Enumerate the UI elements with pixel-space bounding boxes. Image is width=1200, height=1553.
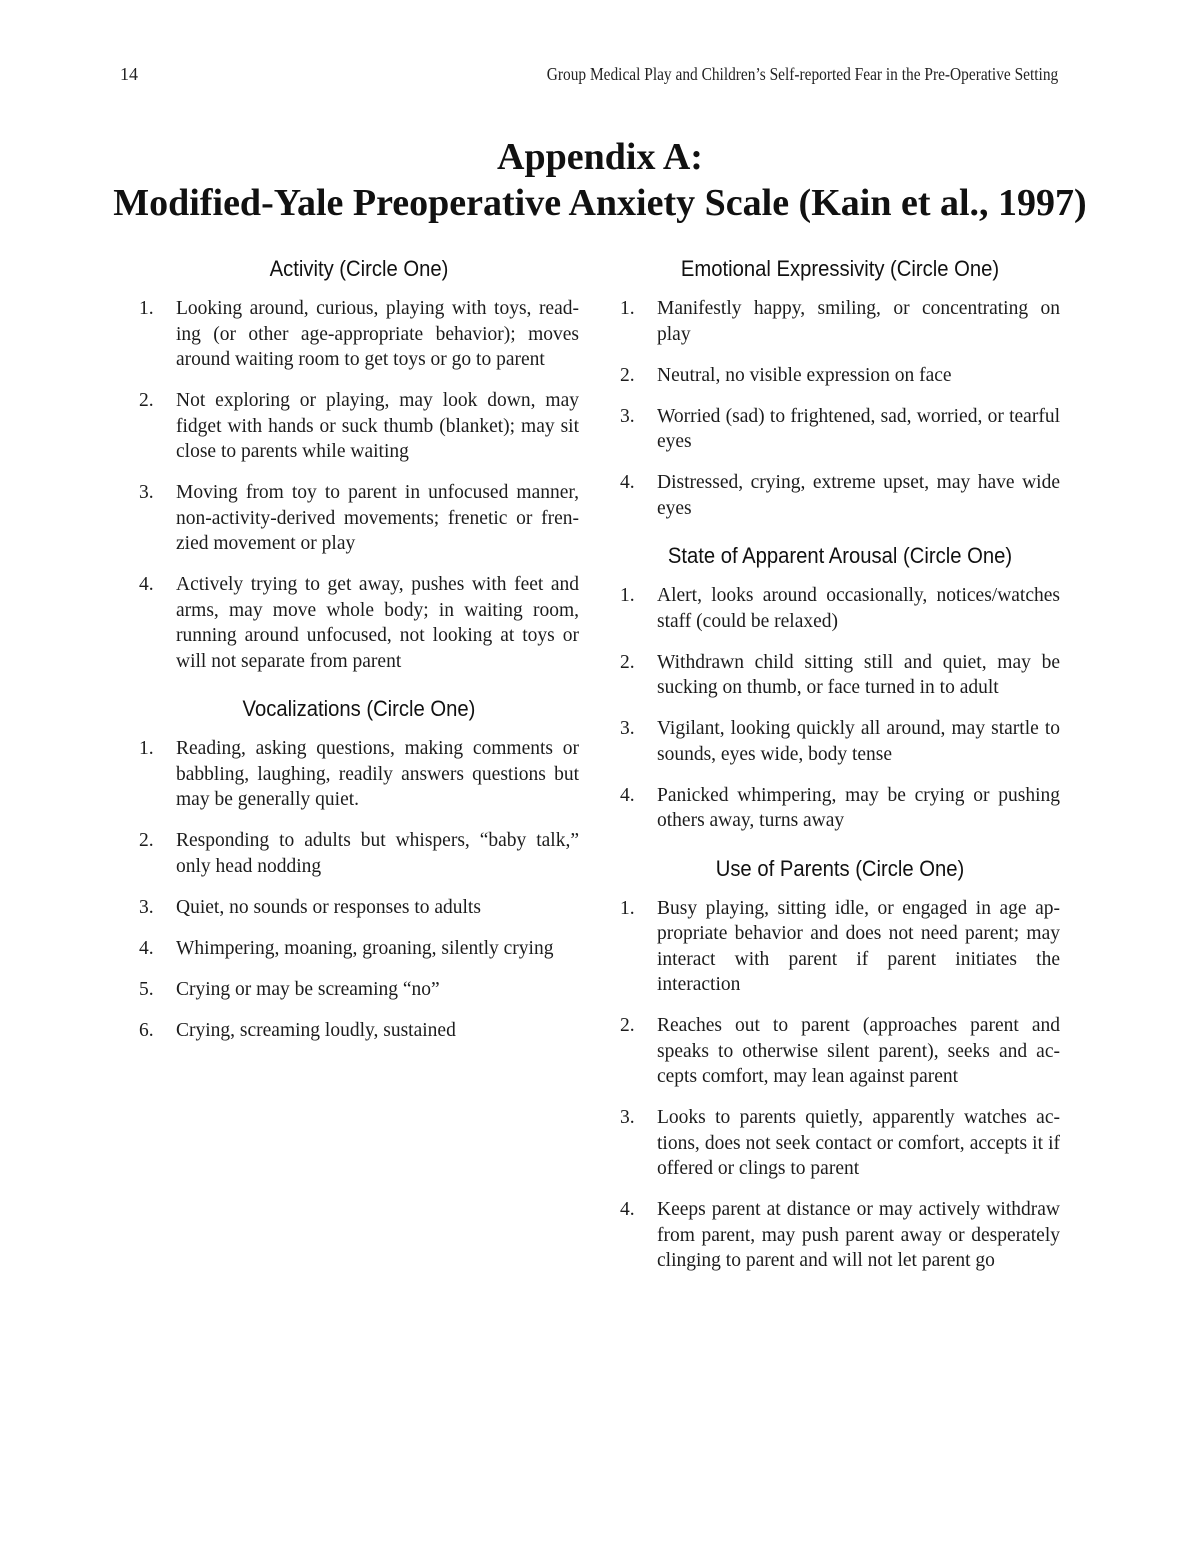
item-list xyxy=(139,736,579,1043)
list-item xyxy=(139,936,579,962)
item-number: 1. xyxy=(139,738,154,759)
item-number: 2. xyxy=(620,1015,635,1036)
item-text: Worried (sad) to frightened, sad, worried, or tearful eyes xyxy=(657,405,1060,452)
item-number: 4. xyxy=(139,574,154,595)
list-item xyxy=(620,896,1060,998)
item-number: 3. xyxy=(620,1107,635,1128)
section-vocalizations xyxy=(139,692,579,1043)
list-item xyxy=(620,404,1060,455)
item-number: 3. xyxy=(139,482,154,503)
item-number: 6. xyxy=(139,1019,154,1041)
item-number: 3. xyxy=(139,896,154,918)
item-number: 4. xyxy=(620,472,635,493)
item-text: Quiet, no sounds or responses to adults xyxy=(176,896,481,918)
item-text: Reading, asking questions, making comments or babbling, laughing, readily answers questions but may be generally quiet. xyxy=(176,738,579,810)
item-number: 4. xyxy=(620,784,635,806)
list-item xyxy=(620,1197,1060,1274)
item-text: Reaches out to parent (approaches parent and speaks to otherwise silent parent), seeks and accepts comfort, may lean against parent xyxy=(657,1015,1060,1087)
item-text: Panicked whimpering, may be crying or pushing others away, turns away xyxy=(657,784,1060,831)
section-heading: Use of Parents (Circle One) xyxy=(715,855,965,881)
title-line-1: Appendix A: xyxy=(497,136,703,178)
list-item xyxy=(620,650,1060,701)
item-text: Withdrawn child sitting still and quiet, may be sucking on thumb, or face turned in to adult xyxy=(657,651,1060,698)
section-activity xyxy=(139,252,579,674)
item-text: Moving from toy to parent in unfocused manner, non-activity-derived movements; frenetic or frenzied movement or play xyxy=(176,482,579,554)
item-number: 1. xyxy=(139,298,154,319)
list-item xyxy=(139,572,579,674)
item-number: 2. xyxy=(620,364,635,386)
item-list xyxy=(620,296,1060,521)
list-item xyxy=(620,583,1060,634)
item-number: 4. xyxy=(620,1199,635,1220)
item-text: Crying or may be screaming “no” xyxy=(176,978,440,1000)
item-text: Manifestly happy, smiling, or concentrating on play xyxy=(657,298,1060,345)
item-number: 3. xyxy=(620,718,635,739)
item-text: Actively trying to get away, pushes with feet and arms, may move whole body; in waiting room, running around unfocused, not looking at toys or will not separate from parent xyxy=(176,574,579,672)
item-number: 3. xyxy=(620,405,635,427)
item-text: Keeps parent at distance or may actively withdraw from parent, may push parent away or desperately clinging to parent and will not let parent go xyxy=(657,1199,1060,1271)
item-text: Looking around, curious, playing with toys, reading (or other age-appropriate behavior); moves around waiting room to get toys or go to parent xyxy=(176,298,579,370)
item-text: Whimpering, moaning, groaning, silently crying xyxy=(176,937,554,959)
section-heading: Emotional Expressivity (Circle One) xyxy=(680,256,1000,281)
item-number: 2. xyxy=(139,390,154,411)
list-item xyxy=(620,783,1060,834)
item-text: Crying, screaming loudly, sustained xyxy=(176,1019,456,1041)
list-item xyxy=(139,828,579,879)
item-number: 1. xyxy=(620,298,635,319)
list-item xyxy=(620,296,1060,347)
list-item xyxy=(620,470,1060,521)
running-header: Group Medical Play and Children’s Self-reported Fear in the Pre-Operative Setting xyxy=(546,64,1058,84)
right-column xyxy=(620,252,1060,1292)
list-item xyxy=(139,296,579,373)
section-heading: Activity (Circle One) xyxy=(269,256,449,281)
list-item xyxy=(139,977,579,1003)
item-number: 5. xyxy=(139,978,154,1000)
list-item xyxy=(139,388,579,465)
item-text: Neutral, no visible expression on face xyxy=(657,364,952,386)
list-item xyxy=(139,1018,579,1044)
item-text: Responding to adults but whispers, “baby talk,” only head nodding xyxy=(176,830,579,877)
item-number: 1. xyxy=(620,585,635,606)
item-text: Vigilant, looking quickly all around, may startle to sounds, eyes wide, body tense xyxy=(657,718,1060,765)
list-item xyxy=(620,1013,1060,1090)
item-list xyxy=(139,296,579,674)
item-text: Looks to parents quietly, apparently watches actions, does not seek contact or comfort, accepts it if offered or clings to parent xyxy=(657,1107,1060,1179)
section-use-of-parents xyxy=(620,852,1060,1274)
section-apparent-arousal xyxy=(620,539,1060,834)
list-item xyxy=(139,895,579,921)
left-column xyxy=(139,252,579,1061)
title-line-2: Modified-Yale Preoperative Anxiety Scale (Kain et al., 1997) xyxy=(113,182,1087,224)
item-number: 2. xyxy=(620,651,635,673)
item-number: 1. xyxy=(620,897,635,919)
list-item xyxy=(139,736,579,813)
item-text: Distressed, crying, extreme upset, may have wide eyes xyxy=(657,472,1060,519)
item-text: Not exploring or playing, may look down, may fidget with hands or suck thumb (blanket); may sit close to parents while waiting xyxy=(176,390,579,462)
list-item xyxy=(620,716,1060,767)
list-item xyxy=(620,363,1060,389)
item-number: 2. xyxy=(139,830,154,851)
item-text: Busy playing, sitting idle, or engaged in age appropriate behavior and does not need parent; may interact with parent if parent initiates the interaction xyxy=(657,897,1060,995)
list-item xyxy=(620,1105,1060,1182)
section-heading: Vocalizations (Circle One) xyxy=(242,696,476,721)
item-text: Alert, looks around occasionally, notices/watches staff (could be relaxed) xyxy=(657,585,1060,632)
page-number: 14 xyxy=(120,64,138,84)
section-heading: State of Apparent Arousal (Circle One) xyxy=(667,543,1013,568)
item-number: 4. xyxy=(139,937,154,959)
appendix-title xyxy=(100,134,1100,226)
item-list xyxy=(620,583,1060,834)
section-emotional-expressivity xyxy=(620,252,1060,521)
list-item xyxy=(139,480,579,557)
item-list xyxy=(620,896,1060,1274)
